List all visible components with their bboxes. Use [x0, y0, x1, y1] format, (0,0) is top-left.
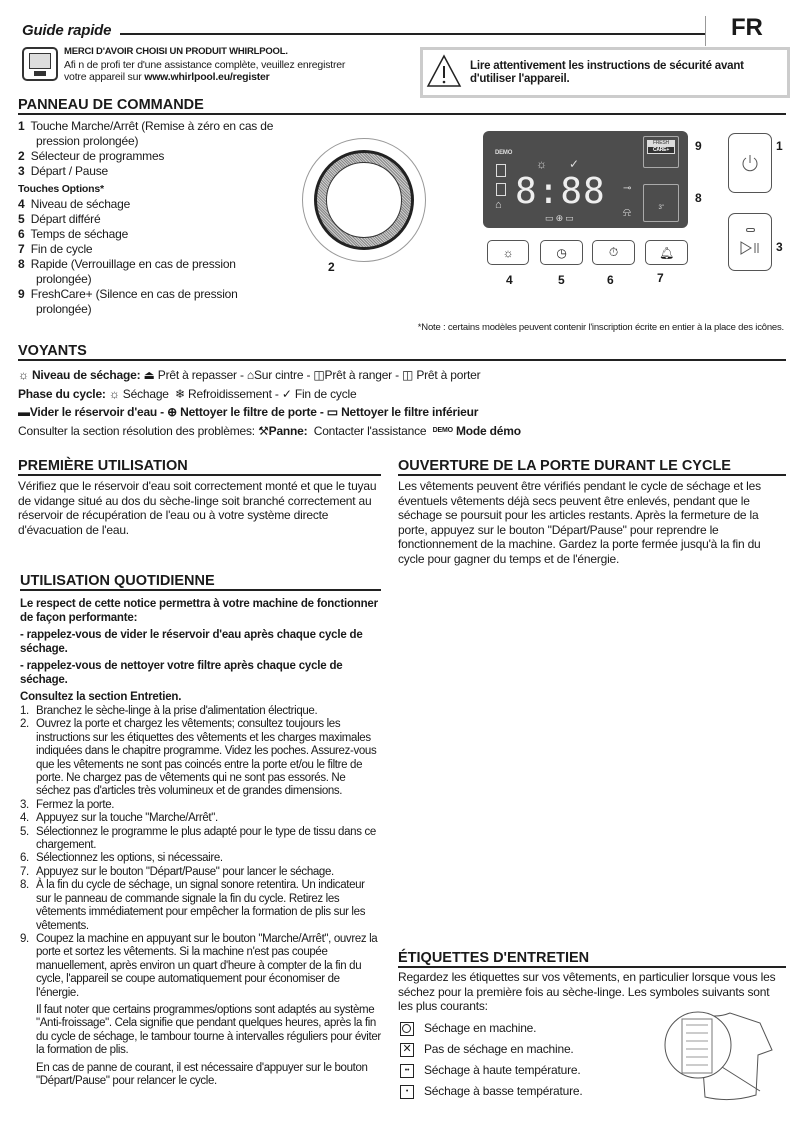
- tumble-dry-icon: [400, 1022, 414, 1036]
- symbol-label: Séchage à haute température.: [424, 1063, 581, 1077]
- anti-crease-note: Il faut noter que certains programmes/options sont adaptés au système "Anti-froissage". Cela signifie que pendant quelques heures, après la fin du cycle de séchage, le tambour tourne à intervalles réguliers pour éviter la formation de plis.: [36, 1003, 381, 1057]
- demo-indicator: DEMO: [495, 150, 513, 156]
- cycle-phase-label: Phase du cycle:: [18, 386, 106, 401]
- section-title-panneau: PANNEAU DE COMMANDE: [18, 97, 204, 113]
- bell-icon: ⍾: [623, 205, 631, 219]
- item-label-cont: prolongée): [36, 302, 92, 316]
- indicator-empty-tank: Vider le réservoir d'eau -: [29, 405, 164, 419]
- reminder-filter: - rappelez-vous de nettoyer votre filtre après chaque cycle de séchage.: [20, 660, 343, 686]
- step-text: À la fin du cycle de séchage, un signal sonore retentira. Un indicateur sur le panneau de commande signale la fin du cycle. Retirez les vêtements immédiatement pour empêcher la formation de plis sur les vêtements.: [36, 879, 366, 932]
- item-label: Rapide (Verrouillage en cas de pression: [30, 257, 236, 271]
- low-temp-icon: •: [400, 1085, 414, 1099]
- item-number: 2: [18, 149, 25, 163]
- step-number: 7.: [20, 865, 29, 878]
- header-divider: [705, 16, 706, 46]
- power-icon: [740, 153, 760, 173]
- power-failure-note: En cas de panne de courant, il est nécessaire d'appuyer sur le bouton "Départ/Pause" pour relancer le cycle.: [36, 1061, 368, 1087]
- key-icon: ⊸: [623, 183, 632, 194]
- step-text: Sélectionnez le programme le plus adapté pour le type de tissu dans ce chargement.: [36, 825, 376, 852]
- item-number: 4: [18, 197, 25, 211]
- check-icon: ✓: [569, 157, 579, 171]
- delay-start-button[interactable]: ◷: [540, 240, 583, 265]
- step-text: Sélectionnez les options, si nécessaire.: [36, 852, 223, 865]
- high-temp-icon: ••: [400, 1064, 414, 1078]
- indicator-lower-filter: Nettoyer le filtre inférieur: [341, 405, 479, 419]
- drying-level-label: Niveau de séchage:: [31, 368, 141, 382]
- step-number: 9.: [20, 932, 29, 945]
- callout-3: 3: [776, 240, 783, 254]
- section-title-premiere: PREMIÈRE UTILISATION: [18, 458, 188, 474]
- step-number: 6.: [20, 852, 29, 865]
- callout-5: 5: [558, 273, 565, 287]
- item-label: Touche Marche/Arrêt (Remise à zéro en cas de: [30, 119, 274, 133]
- section-title-voyants: VOYANTS: [18, 343, 87, 359]
- safety-warning-box: [420, 47, 790, 98]
- section-rule: [398, 966, 786, 968]
- play-pause-icon: [739, 240, 761, 256]
- step-text: Appuyez sur la touche "Marche/Arrêt".: [36, 812, 218, 825]
- end-of-cycle-button[interactable]: 🔔︎: [645, 240, 688, 265]
- indicator-end: Fin de cycle: [294, 386, 357, 401]
- sun-icon: ☼: [536, 157, 547, 171]
- power-button[interactable]: [728, 133, 772, 193]
- section-title-ouverture: OUVERTURE DE LA PORTE DURANT LE CYCLE: [398, 458, 731, 474]
- item-number: 3: [18, 164, 25, 178]
- reminder-tank: - rappelez-vous de vider le réservoir d'eau après chaque cycle de séchage.: [20, 629, 363, 655]
- symbol-label: Pas de séchage en machine.: [424, 1042, 574, 1056]
- ouverture-text: Les vêtements peuvent être vérifiés pendant le cycle de séchage et les éventuels vêtements déjà secs peuvent être enlevés, pendant que le séchage se poursuit pour les articles restants. Après la fermeture de la porte, appuyez sur le bouton "Départ/Pause" pour reprendre le fonctionnement de la machine. Gardez la porte fermée jusqu'à la fin du cycle pour gagner du temps et de l'énergie.: [398, 479, 761, 566]
- monitor-icon: [22, 47, 58, 81]
- register-link[interactable]: www.whirlpool.eu/register: [144, 71, 270, 83]
- callout-8: 8: [695, 191, 702, 205]
- icons-note: *Note : certains modèles peuvent contenir l'inscription écrite en entier à la place des icônes.: [417, 322, 784, 333]
- step-number: 2.: [20, 718, 29, 731]
- step-number: 4.: [20, 812, 29, 825]
- item-label: Niveau de séchage: [30, 197, 131, 211]
- callout-7: 7: [657, 271, 664, 285]
- steps-list: [20, 705, 382, 1088]
- drying-time-button[interactable]: ⏱: [592, 240, 635, 265]
- section-rule: [18, 359, 786, 361]
- etiquettes-text: Regardez les étiquettes sur vos vêtements, en particulier lorsque vous les séchez pour la première fois au sèche-linge. Les symboles suivants sont les plus courants:: [398, 970, 776, 1013]
- step-text: Ouvrez la porte et chargez les vêtements; consultez toujours les instructions sur les étiquettes des vêtements et les charges maximales indiquées dans le chapitre programme. Videz les poches. Assurez-vous que les vêtements ne sont pas coincés entre la porte et/ou le filtre de porte. Ne chargez pas de vêtements qui ne sont pas essorés. Ne séchez pas d'articles très volumineux et de grandes dimensions.: [36, 718, 377, 798]
- item-number: 7: [18, 242, 25, 256]
- panneau-list: [18, 119, 298, 317]
- troubleshoot-text: Consulter la section résolution des problèmes:: [18, 423, 255, 438]
- freshcare-panel: [643, 136, 679, 168]
- filter-icon: ▭ ⊕ ▭: [545, 213, 574, 223]
- item-number: 9: [18, 287, 25, 301]
- step-number: 1.: [20, 705, 29, 717]
- register-text: Afi n de profi ter d'une assistance complète, veuillez enregistrer: [64, 58, 346, 71]
- fresh-label: FRESH: [647, 140, 675, 146]
- item-label-cont: pression prolongée): [36, 134, 139, 148]
- digits-display: 8:88: [515, 171, 606, 212]
- register-text-2: votre appareil sur: [64, 71, 145, 83]
- step-text: Branchez le sèche-linge à la prise d'alimentation électrique.: [36, 705, 318, 717]
- contact-text: Contacter l'assistance: [313, 423, 427, 438]
- options-title: Touches Options*: [18, 183, 104, 195]
- indicator-hanger: Sur cintre -: [253, 368, 311, 382]
- premiere-text: Vérifiez que le réservoir d'eau soit correctement monté et que le tuyau de vidange situé au dos du sèche-linge soit branché correctement au réservoir de récupération de l'eau ou à votre système directe d'évacuation de l'eau.: [18, 479, 377, 537]
- indicator-iron: Prêt à repasser -: [157, 368, 244, 382]
- section-rule: [18, 474, 381, 476]
- item-number: 6: [18, 227, 25, 241]
- warning-icon: [426, 54, 462, 88]
- program-selector-dial[interactable]: [302, 138, 426, 262]
- indicator-drying: Séchage: [122, 386, 169, 401]
- header-title: Guide rapide: [22, 22, 112, 39]
- section-title-quotidienne: UTILISATION QUOTIDIENNE: [20, 573, 215, 589]
- step-text: Fermez la porte.: [36, 798, 115, 811]
- indicator-door-filter: Nettoyer le filtre de porte -: [180, 405, 324, 419]
- step-text: Coupez la machine en appuyant sur le bouton "Marche/Arrêt", ouvrez la porte et sortez les vêtements. Si la machine n'est pas coupée manuellement, après environ un quart d'heure à compter de la fin du cycle, l'appareil se coupe automatiquement pour économiser de l'énergie.: [36, 932, 378, 999]
- register-heading: MERCI D'AVOIR CHOISI UN PRODUIT WHIRLPOOL.: [64, 46, 288, 57]
- callout-6: 6: [607, 273, 614, 287]
- control-display: [483, 131, 688, 228]
- header-rule: [120, 33, 706, 35]
- item-label: Départ / Pause: [30, 164, 109, 178]
- item-number: 5: [18, 212, 25, 226]
- indicator-cupboard: Prêt à ranger -: [324, 368, 399, 382]
- item-number: 8: [18, 257, 25, 271]
- callout-4: 4: [506, 273, 513, 287]
- item-label: Sélecteur de programmes: [30, 149, 165, 163]
- door-icon: [496, 164, 506, 177]
- safety-warning-text: Lire attentivement les instructions de sécurité avant d'utiliser l'appareil.: [470, 60, 744, 85]
- see-maintenance: Consultez la section Entretien.: [20, 691, 182, 703]
- start-pause-button[interactable]: [728, 213, 772, 271]
- step-number: 5.: [20, 825, 29, 838]
- notice-text: Le respect de cette notice permettra à votre machine de fonctionner de façon performante:: [20, 598, 378, 624]
- item-label-cont: prolongée): [36, 272, 92, 286]
- demo-icon: DEMO: [432, 426, 453, 434]
- item-number: 1: [18, 119, 25, 133]
- section-rule: [398, 474, 786, 476]
- symbol-label: Séchage en machine.: [424, 1021, 537, 1035]
- item-label: Départ différé: [30, 212, 101, 226]
- drying-level-button[interactable]: ☼: [487, 240, 529, 265]
- fault-label: Panne:: [268, 423, 308, 438]
- item-label: Fin de cycle: [30, 242, 93, 256]
- step-text: Appuyez sur le bouton "Départ/Pause" pour lancer le séchage.: [36, 865, 334, 878]
- indicator-wear: Prêt à porter: [416, 368, 481, 382]
- indicator-cooling: Refroidissement -: [188, 386, 279, 401]
- step-number: 3.: [20, 798, 29, 811]
- care-label: CARE+: [647, 146, 675, 154]
- item-label: Temps de séchage: [30, 227, 129, 241]
- rapid-panel: [643, 184, 679, 222]
- door-icon: [496, 183, 506, 196]
- lock-timer: 3": [658, 205, 664, 211]
- section-rule: [18, 113, 786, 115]
- status-led: [746, 228, 755, 232]
- item-label: FreshCare+ (Silence en cas de pression: [30, 287, 238, 301]
- callout-9: 9: [695, 139, 702, 153]
- callout-1: 1: [776, 139, 783, 153]
- section-rule: [20, 589, 381, 591]
- no-tumble-dry-icon: ✕: [400, 1043, 414, 1057]
- hanger-icon: ⌂: [495, 199, 502, 211]
- language-code: FR: [731, 14, 763, 41]
- section-title-etiquettes: ÉTIQUETTES D'ENTRETIEN: [398, 950, 590, 966]
- step-number: 8.: [20, 879, 29, 892]
- tshirt-label-illustration: [660, 1005, 780, 1105]
- demo-mode-label: Mode démo: [455, 423, 521, 438]
- symbol-label: Séchage à basse température.: [424, 1084, 583, 1098]
- callout-2: 2: [328, 260, 335, 274]
